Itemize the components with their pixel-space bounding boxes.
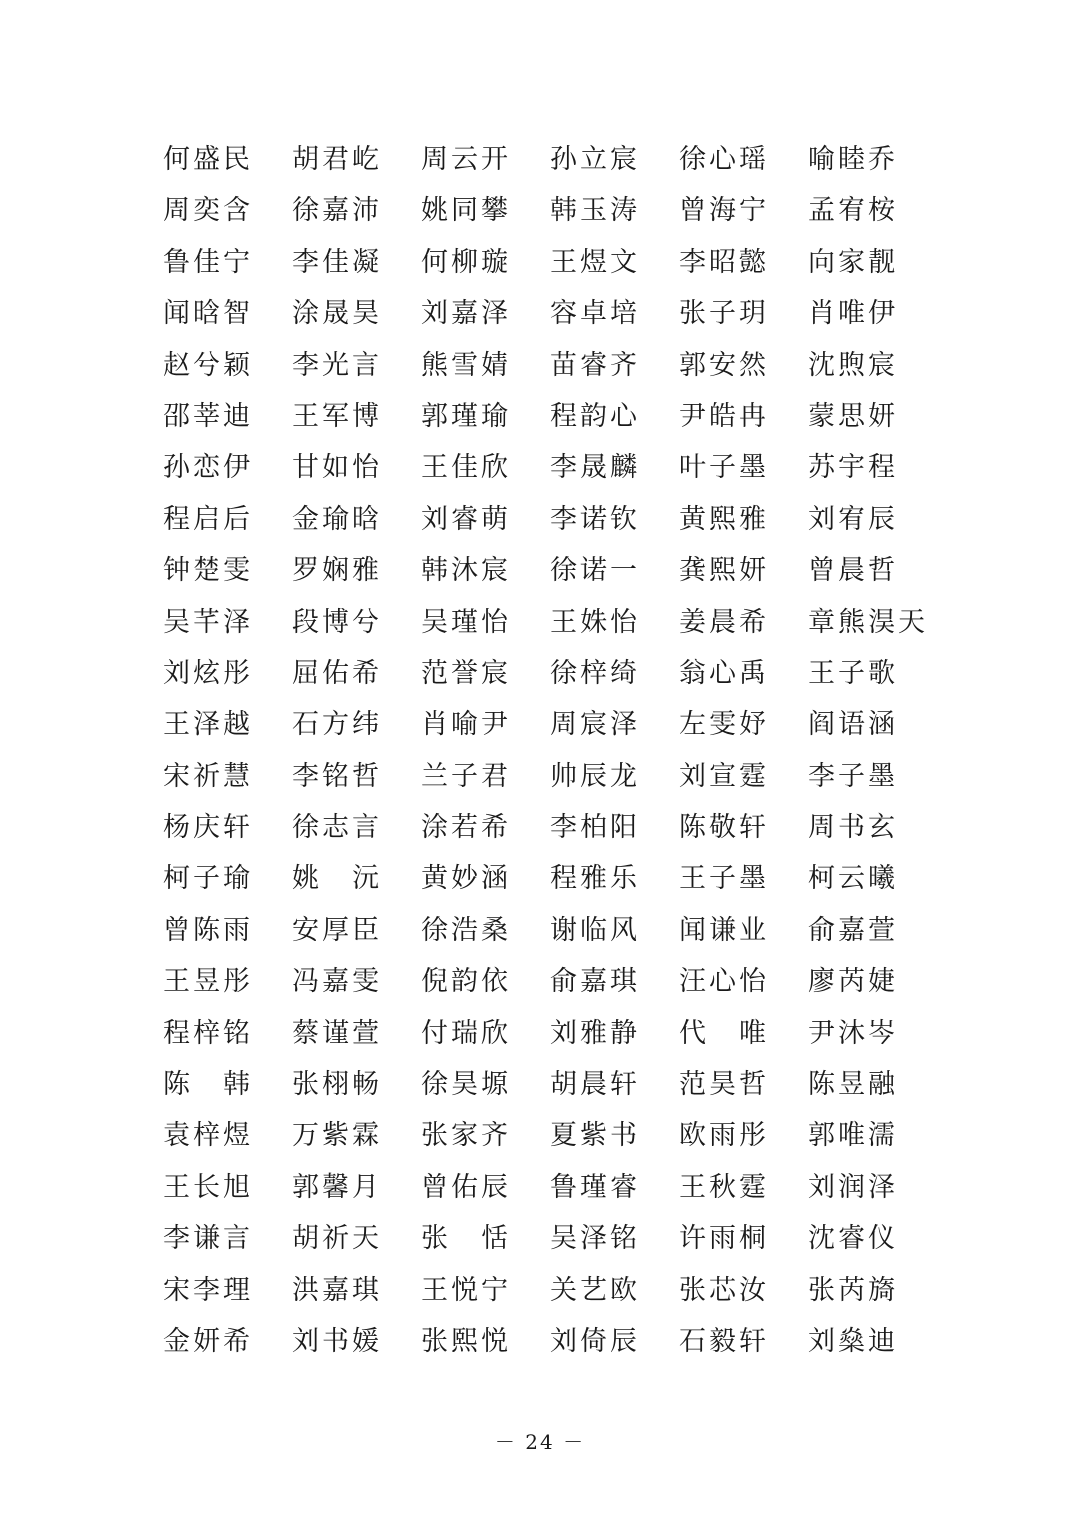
name-entry: 陈昱融 [808, 1069, 898, 1101]
name-entry: 肖喻尹 [421, 709, 511, 741]
name-entry: 胡君屹 [292, 144, 382, 175]
name-entry: 周奕含 [163, 195, 253, 227]
name-entry: 柯子瑜 [163, 863, 253, 895]
name-entry: 张栩畅 [292, 1069, 382, 1101]
name-entry: 刘嘉泽 [421, 298, 511, 330]
name-entry: 王子歌 [808, 657, 898, 689]
name-entry: 刘倚辰 [550, 1325, 640, 1357]
name-entry: 阎语涵 [808, 709, 898, 741]
name-entry: 李昭懿 [679, 246, 769, 278]
name-entry: 姚 沅 [292, 863, 382, 895]
name-entry: 金瑜晗 [292, 503, 382, 535]
name-entry: 徐梓绮 [550, 657, 640, 689]
name-entry: 俞嘉萱 [808, 914, 898, 946]
name-entry: 蒙思妍 [808, 400, 898, 432]
name-entry: 黄妙涵 [421, 863, 511, 895]
name-entry: 蔡谨萱 [292, 1017, 382, 1049]
name-entry: 王佳欣 [421, 452, 511, 484]
name-entry: 李晟麟 [550, 452, 640, 484]
name-entry: 胡祈天 [292, 1223, 382, 1255]
name-entry: 王煜文 [550, 246, 640, 278]
name-entry: 姜晨希 [679, 606, 769, 638]
name-entry: 付瑞欣 [421, 1017, 511, 1049]
name-entry: 吴芊泽 [163, 606, 253, 638]
name-entry: 谢临风 [550, 914, 640, 946]
name-entry: 刘润泽 [808, 1171, 898, 1203]
name-entry: 汪心怡 [679, 966, 769, 998]
name-entry: 李谦言 [163, 1223, 253, 1255]
name-entry: 曾陈雨 [163, 914, 253, 946]
name-entry: 邵莘迪 [163, 400, 253, 432]
name-entry: 杨庆轩 [163, 812, 253, 844]
name-entry: 刘睿萌 [421, 503, 511, 535]
name-entry: 周云开 [421, 144, 511, 175]
name-entry: 周书玄 [808, 812, 898, 844]
name-list-grid [163, 134, 937, 1367]
name-entry: 尹皓冉 [679, 400, 769, 432]
name-entry: 涂若希 [421, 812, 511, 844]
page-number: － 24 － [494, 1430, 586, 1454]
name-entry: 张熙悦 [421, 1325, 511, 1357]
name-entry: 程雅乐 [550, 863, 640, 895]
name-entry: 罗娴雅 [292, 555, 382, 587]
name-entry: 翁心禹 [679, 657, 769, 689]
name-entry: 柯云曦 [808, 863, 898, 895]
name-entry: 张家齐 [421, 1120, 511, 1152]
name-entry: 徐心瑶 [679, 144, 769, 175]
name-entry: 李诺钦 [550, 503, 640, 535]
name-entry: 叶子墨 [679, 452, 769, 484]
name-entry: 宋祈慧 [163, 760, 253, 792]
name-entry: 龚熙妍 [679, 555, 769, 587]
name-entry: 容卓培 [550, 298, 640, 330]
name-entry: 张子玥 [679, 298, 769, 330]
name-entry: 兰子君 [421, 760, 511, 792]
name-entry: 向家靓 [808, 246, 898, 278]
name-entry: 沈睿仪 [808, 1223, 898, 1255]
name-entry: 李铭哲 [292, 760, 382, 792]
name-entry: 鲁瑾睿 [550, 1171, 640, 1203]
name-entry: 黄熙雅 [679, 503, 769, 535]
name-entry: 廖芮婕 [808, 966, 898, 998]
name-entry: 洪嘉琪 [292, 1274, 382, 1306]
name-entry: 徐浩桑 [421, 914, 511, 946]
name-entry: 孟宥桉 [808, 195, 898, 227]
name-entry: 闻谦业 [679, 914, 769, 946]
name-entry: 万紫霖 [292, 1120, 382, 1152]
name-entry: 张芮旖 [808, 1274, 898, 1306]
name-entry: 何柳璇 [421, 246, 511, 278]
name-entry: 王军博 [292, 400, 382, 432]
name-entry: 李佳凝 [292, 246, 382, 278]
name-entry: 沈煦宸 [808, 349, 898, 381]
name-entry: 喻睦乔 [808, 144, 898, 175]
name-entry: 段博兮 [292, 606, 382, 638]
name-entry: 刘燊迪 [808, 1325, 898, 1357]
name-entry: 袁梓煜 [163, 1120, 253, 1152]
name-entry: 徐昊塬 [421, 1069, 511, 1101]
name-entry: 许雨桐 [679, 1223, 769, 1255]
name-entry: 俞嘉琪 [550, 966, 640, 998]
name-entry: 曾佑辰 [421, 1171, 511, 1203]
name-entry: 刘宣霆 [679, 760, 769, 792]
name-entry: 屈佑希 [292, 657, 382, 689]
name-entry: 涂晟昊 [292, 298, 382, 330]
name-entry: 闻晗智 [163, 298, 253, 330]
name-entry: 吴瑾怡 [421, 606, 511, 638]
name-entry: 王泽越 [163, 709, 253, 741]
name-entry: 吴泽铭 [550, 1223, 640, 1255]
name-entry: 李子墨 [808, 760, 898, 792]
name-entry: 范誉宸 [421, 657, 511, 689]
name-entry: 张芯汝 [679, 1274, 769, 1306]
name-entry: 欧雨彤 [679, 1120, 769, 1152]
name-entry: 代 唯 [679, 1017, 769, 1049]
name-entry: 刘炫彤 [163, 657, 253, 689]
name-entry: 曾晨哲 [808, 555, 898, 587]
name-entry: 何盛民 [163, 144, 253, 175]
name-entry: 孙立宸 [550, 144, 640, 175]
name-entry: 郭安然 [679, 349, 769, 381]
name-entry: 苗睿齐 [550, 349, 640, 381]
name-entry: 刘书媛 [292, 1325, 382, 1357]
name-entry: 胡晨轩 [550, 1069, 640, 1101]
name-entry: 关艺欧 [550, 1274, 640, 1306]
name-entry: 倪韵依 [421, 966, 511, 998]
name-entry: 肖唯伊 [808, 298, 898, 330]
name-entry: 程启后 [163, 503, 253, 535]
name-entry: 刘宥辰 [808, 503, 898, 535]
name-entry: 范昊哲 [679, 1069, 769, 1101]
name-entry: 冯嘉雯 [292, 966, 382, 998]
name-entry: 赵兮颖 [163, 349, 253, 381]
name-entry: 王姝怡 [550, 606, 640, 638]
name-entry: 甘如怡 [292, 452, 382, 484]
name-entry: 郭瑾瑜 [421, 400, 511, 432]
name-entry: 帅辰龙 [550, 760, 640, 792]
name-entry: 金妍希 [163, 1325, 253, 1357]
name-entry: 钟楚雯 [163, 555, 253, 587]
name-entry: 孙恋伊 [163, 452, 253, 484]
name-entry: 徐志言 [292, 812, 382, 844]
name-entry: 韩玉涛 [550, 195, 640, 227]
name-entry: 王悦宁 [421, 1274, 511, 1306]
name-entry: 郭唯濡 [808, 1120, 898, 1152]
name-entry: 鲁佳宁 [163, 246, 253, 278]
name-entry: 石毅轩 [679, 1325, 769, 1357]
name-entry: 徐嘉沛 [292, 195, 382, 227]
name-entry: 郭馨月 [292, 1171, 382, 1203]
name-entry: 安厚臣 [292, 914, 382, 946]
name-entry: 石方纬 [292, 709, 382, 741]
name-entry: 熊雪婧 [421, 349, 511, 381]
name-entry: 韩沐宸 [421, 555, 511, 587]
name-entry: 程韵心 [550, 400, 640, 432]
name-entry: 王子墨 [679, 863, 769, 895]
name-entry: 刘雅静 [550, 1017, 640, 1049]
name-entry: 夏紫书 [550, 1120, 640, 1152]
name-entry: 尹沐岑 [808, 1017, 898, 1049]
name-entry: 周宸泽 [550, 709, 640, 741]
name-entry: 徐诺一 [550, 555, 640, 587]
name-entry: 王长旭 [163, 1171, 253, 1203]
name-entry: 章熊淏天 [808, 606, 928, 638]
name-entry: 王秋霆 [679, 1171, 769, 1203]
name-entry: 张 恬 [421, 1223, 511, 1255]
name-entry: 李柏阳 [550, 812, 640, 844]
name-entry: 姚同攀 [421, 195, 511, 227]
name-entry: 程梓铭 [163, 1017, 253, 1049]
name-entry: 王昱彤 [163, 966, 253, 998]
name-entry: 苏宇程 [808, 452, 898, 484]
name-entry: 陈敬轩 [679, 812, 769, 844]
name-entry: 左雯妤 [679, 709, 769, 741]
name-entry: 宋李理 [163, 1274, 253, 1306]
name-entry: 陈 韩 [163, 1069, 253, 1101]
name-entry: 李光言 [292, 349, 382, 381]
name-entry: 曾海宁 [679, 195, 769, 227]
